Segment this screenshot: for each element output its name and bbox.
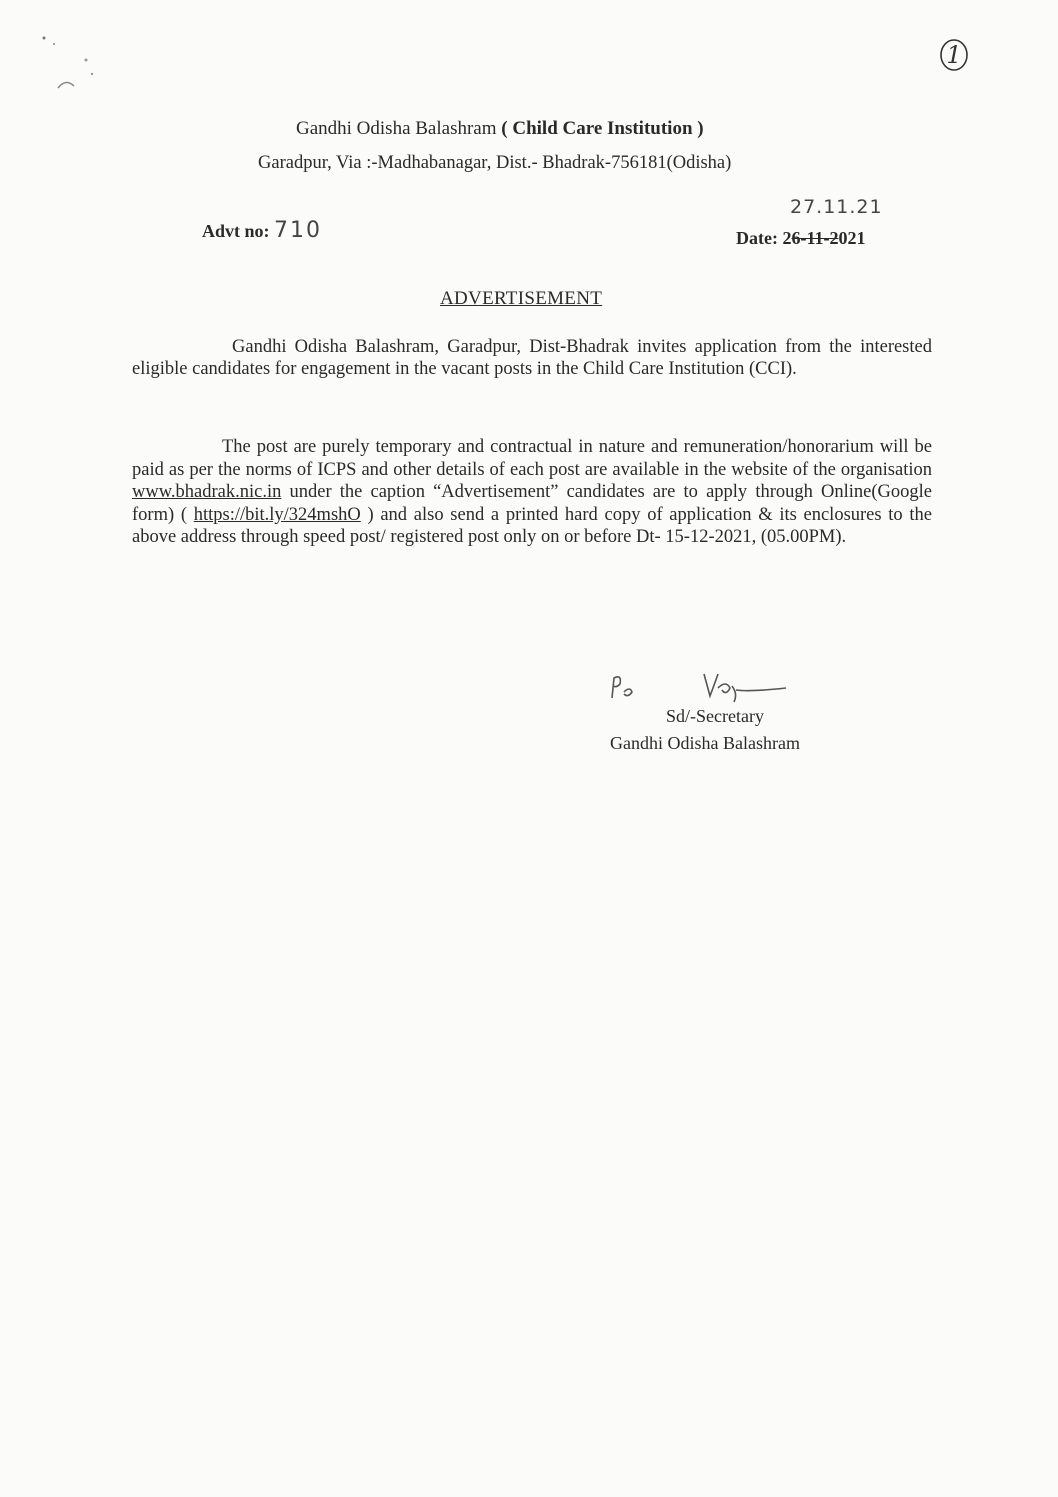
handwritten-signature: [600, 653, 800, 708]
signature-text: Rs Vtayi: [600, 653, 657, 670]
page-number: [938, 38, 970, 72]
page-number-text: 1: [946, 41, 962, 69]
advt-label: Advt no:: [202, 221, 270, 241]
date-handwritten: 27.11.21: [790, 196, 883, 218]
paragraph-intro: Gandhi Odisha Balashram, Garadpur, Dist-Bhadrak invites application from the interested eligible candidates for engagement in the vacant posts in the Child Care Institution (CCI).: [132, 337, 932, 379]
details-text-2: under the caption “Advertisement” candidates are to apply through Online(Google form) (: [132, 482, 932, 525]
scan-specks: [40, 30, 100, 100]
details-text-1: The post are purely temporary and contractual in nature and remuneration/honorarium will be paid as per the norms of ICPS and other details of each post are available in the website of the organisation: [132, 437, 932, 480]
paragraph-details: [132, 436, 932, 549]
org-name: Gandhi Odisha Balashram: [296, 118, 497, 139]
signatory-designation: Sd/-Secretary: [666, 706, 764, 726]
date-struck: 6-11-2: [791, 228, 839, 248]
advt-number-line: [202, 218, 322, 243]
advt-number: 710: [274, 218, 323, 243]
org-type: ( Child Care Institution ): [501, 118, 704, 139]
signatory-organisation: Gandhi Odisha Balashram: [610, 733, 800, 753]
org-header-title: [296, 116, 816, 142]
date-prefix: 2: [782, 228, 792, 248]
google-form-link[interactable]: https://bit.ly/324mshO: [193, 504, 361, 525]
page-number-circle: [938, 38, 970, 72]
advertisement-heading: ADVERTISEMENT: [440, 288, 603, 309]
date-line: [736, 228, 865, 249]
date-label: Date:: [736, 228, 778, 248]
org-address: Garadpur, Via :-Madhabanagar, Dist.- Bhadrak-756181(Odisha): [258, 153, 732, 173]
date-suffix: 021: [838, 228, 866, 248]
website-link[interactable]: www.bhadrak.nic.in: [132, 482, 282, 503]
details-text-3: ) and also send a printed hard copy of application & its enclosures to the above address through speed post/ registered post only on or before Dt- 15-12-2021, (05.00PM).: [132, 504, 932, 548]
